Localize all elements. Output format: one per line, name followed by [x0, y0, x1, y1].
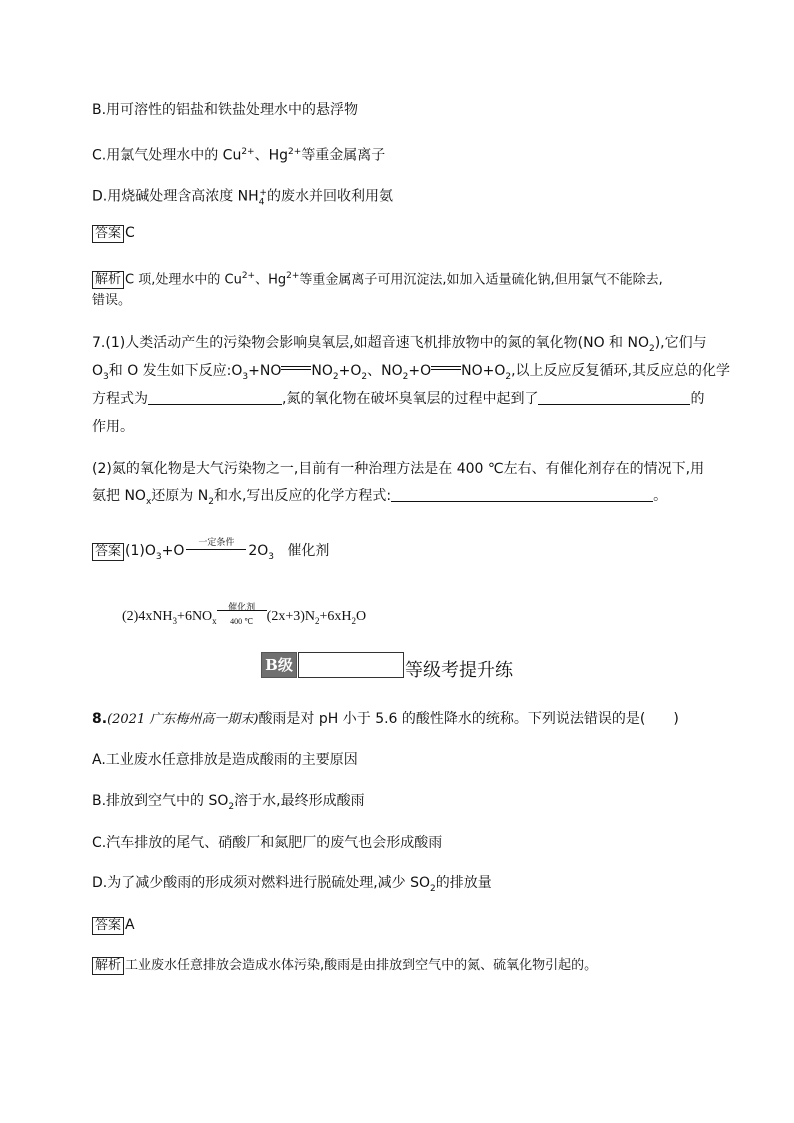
analysis-label: 解析: [92, 271, 124, 289]
answer-blank[interactable]: [538, 390, 690, 405]
answer-label: 答案: [92, 225, 124, 243]
analysis-6: 解析 C 项,处理水中的 $Cu^{2+}$、$Hg^{2+}$等重金属离子可用沉淀法,如加入适量硫化钠,但用氯气不能除去,: [92, 267, 663, 289]
q8-option-d: D.为了减少酸雨的形成须对燃料进行脱硫处理,减少 $SO_2$的排放量: [92, 875, 492, 894]
answer-7-2: $(2)4xNH_3+6NO_x$ 催化剂 400 ℃ $(2x+3)N_2+6xH_2O$: [122, 598, 366, 630]
option-c: C.用氯气处理水中的 $Cu^{2+}$、$Hg^{2+}$等重金属离子: [92, 147, 386, 164]
q7-line3: 方程式为 ,氮的氧化物在破坏臭氧层的过程中起到了 的: [92, 391, 705, 407]
answer-7-1: 答案 $(1)O_3+O$ 一定条件 $2O_3$ 催化剂: [92, 539, 329, 566]
equals-sign: [281, 365, 311, 373]
option-d: D.用烧碱处理含高浓度 $NH_4^+$的废水并回收利用氨: [92, 188, 393, 208]
answer-blank[interactable]: [148, 390, 282, 405]
q8-option-c: C.汽车排放的尾气、硝酸厂和氮肥厂的废气也会形成酸雨: [92, 835, 443, 851]
q7-line2: $O_3$和 O 发生如下反应$:O_3+NO$ $NO_2+O_2$、$NO_2+O$ $NO+O_2$,以上反应反复循环,其反应总的化学: [92, 363, 730, 382]
q7-2-line2: 氨把 $NO_x$还原为 $N_2$和水,写出反应的化学方程式: 。: [92, 488, 668, 507]
reaction-condition: 一定条件: [184, 539, 248, 557]
q7-line1: 7.(1)人类活动产生的污染物会影响臭氧层,如超音速飞机排放物中的氮的氧化物(NO 和 $NO_2$),它们与: [92, 335, 707, 354]
analysis-label: 解析: [92, 957, 124, 975]
level-title: 等级考提升练: [405, 660, 513, 681]
q7-2-line1: (2)氮的氧化物是大气污染物之一,目前有一种治理方法是在 400 ℃左右、有催化剂存在的情况下,用: [92, 461, 705, 477]
reaction-condition: 催化剂 400 ℃: [217, 598, 267, 628]
analysis-6-line2: 错误。: [92, 293, 132, 308]
option-b: B.用可溶性的铝盐和铁盐处理水中的悬浮物: [92, 102, 359, 118]
level-badge: B级: [261, 652, 297, 678]
answer-label: 答案: [92, 543, 124, 561]
answer-8: 答案 A: [92, 916, 135, 935]
answer-6: 答案 C: [92, 224, 135, 243]
answer-label: 答案: [92, 917, 124, 935]
analysis-8: 解析 工业废水任意排放会造成水体污染,酸雨是由排放到空气中的氮、硫氧化物引起的。: [92, 957, 597, 975]
equals-sign: [431, 365, 461, 373]
q7-line4: 作用。: [92, 419, 134, 435]
q8-option-b: B.排放到空气中的 $SO_2$溶于水,最终形成酸雨: [92, 793, 365, 812]
q8-option-a: A.工业废水任意排放是造成酸雨的主要原因: [92, 752, 358, 768]
q8-stem: 8.(2021 广东梅州高一期末)酸雨是对 pH 小于 5.6 的酸性降水的统称。下列说法错误的是( ): [92, 711, 679, 727]
answer-blank[interactable]: [391, 487, 653, 502]
level-box: [298, 652, 404, 678]
